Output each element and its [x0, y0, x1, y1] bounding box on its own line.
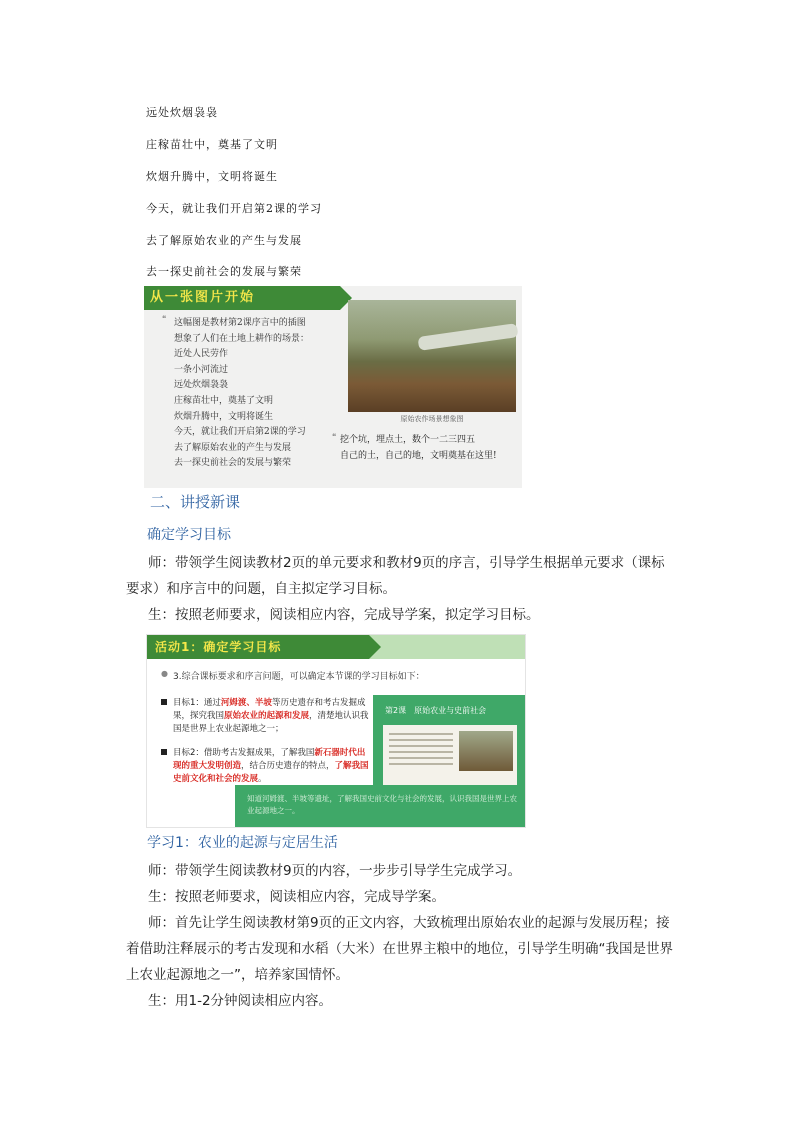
slide-line: 炊烟升腾中，文明将诞生 — [174, 411, 274, 422]
poem-line: 去了解原始农业的产生与发展 — [146, 234, 302, 247]
goal-highlight: 新石器时代出现的重大发明创造 — [173, 748, 366, 771]
paragraph: 生：按照老师要求，阅读相应内容，完成导学案。 — [148, 889, 445, 905]
slide-line: 去了解原始农业的产生与发展 — [174, 442, 292, 453]
curriculum-footer: 知道河姆渡、半坡等遗址，了解我国史前文化与社会的发展，认识我国是世界上农业起源地之一。 — [235, 785, 525, 827]
slide-line: 庄稼苗壮中，奠基了文明 — [174, 395, 274, 406]
slide-banner: 从一张图片开始 — [144, 286, 340, 310]
paragraph: 师：带领学生阅读教材2页的单元要求和教材9页的序言，引导学生根据单元要求（课标要求）和序言中的问题，自主拟定学习目标。 — [126, 555, 665, 597]
book-title: 第2课 原始农业与史前社会 — [385, 706, 487, 715]
slide-line: 一条小河流过 — [174, 364, 229, 375]
goal-highlight: 了解我国史前文化和社会的发展 — [173, 761, 369, 784]
slide-picture-intro — [144, 286, 522, 488]
poem-line: 庄稼苗壮中，奠基了文明 — [146, 138, 278, 151]
image-caption: 原始农作场景想象图 — [400, 415, 464, 423]
slide-text — [174, 316, 309, 472]
slide-line: 自己的土，自己的地，文明奠基在这里! — [340, 451, 497, 461]
paragraph: 师：首先让学生阅读教材第9页的正文内容，大致梳理出原始农业的起源与发展历程；接着借助注释展示的考古发现和水稻（大米）在世界主粮中的地位，引导学生明确“我国是世界上农业起源地之一”，培养家国情怀。 — [126, 915, 673, 983]
book-text-lines — [389, 733, 453, 769]
poem-line: 远处炊烟袅袅 — [146, 106, 218, 119]
goal-text: 目标2：借助考古发掘成果，了解我国 — [173, 748, 315, 758]
goal-highlight: 原始农业的起源和发展 — [224, 711, 310, 721]
slide-line: 这幅图是教材第2课序言中的插图 — [174, 318, 306, 328]
paragraph: 师：带领学生阅读教材9页的内容，一步步引导学生完成学习。 — [148, 863, 522, 879]
section-title: 二、讲授新课 — [150, 493, 241, 511]
goal-text: 等历史遗存和考古发掘成果，探究我国 — [173, 698, 366, 721]
slide-intro: 3.综合课标要求和序言问题，可以确定本节课的学习目标如下： — [173, 672, 425, 682]
slide-line: 今天，就让我们开启第2课的学习 — [174, 427, 306, 438]
goal-2 — [173, 747, 371, 786]
goal-text: 目标1：通过 — [173, 698, 221, 708]
goal-text: 。 — [258, 774, 267, 784]
slide-bottom-text — [340, 432, 516, 464]
poem-line: 去一探史前社会的发展与繁荣 — [146, 265, 302, 278]
river-shape — [418, 323, 519, 351]
square-bullet-icon — [161, 749, 167, 755]
subtitle: 确定学习目标 — [147, 527, 231, 543]
textbook-page-image — [373, 695, 525, 795]
goal-text: ，结合历史遗存的特点， — [241, 761, 335, 771]
subtitle: 学习1：农业的起源与定居生活 — [147, 835, 338, 851]
quote-mark-icon: ❝ — [162, 314, 167, 323]
slide-line: 去一探史前社会的发展与繁荣 — [174, 458, 292, 469]
paragraph: 生：按照老师要求，阅读相应内容，完成导学案，拟定学习目标。 — [148, 607, 540, 623]
poem-line: 今天，就让我们开启第2课的学习 — [146, 202, 322, 215]
slide-line: 远处炊烟袅袅 — [174, 380, 229, 391]
goal-highlight: 河姆渡、半坡 — [220, 698, 272, 708]
slide-learning-goals — [146, 634, 526, 828]
slide-line: 想象了人们在土地上耕作的场景： — [174, 333, 310, 344]
bullet-icon: ● — [161, 669, 168, 678]
book-illustration — [459, 731, 513, 771]
quote-mark-icon: ❝ — [332, 432, 337, 441]
book-inner — [383, 725, 517, 787]
goal-text: ，清楚地认识我国是世界上农业起源地之一； — [173, 711, 369, 734]
goal-1 — [173, 697, 371, 736]
slide-line: 挖个坑，埋点土，数个一二三四五 — [340, 435, 476, 445]
square-bullet-icon — [161, 699, 167, 705]
paragraph: 生：用1-2分钟阅读相应内容。 — [148, 993, 333, 1009]
farming-scene-image — [348, 300, 516, 412]
slide-line: 近处人民劳作 — [174, 349, 229, 360]
poem-line: 炊烟升腾中，文明将诞生 — [146, 170, 278, 183]
slide-banner: 活动1：确定学习目标 — [147, 635, 369, 659]
